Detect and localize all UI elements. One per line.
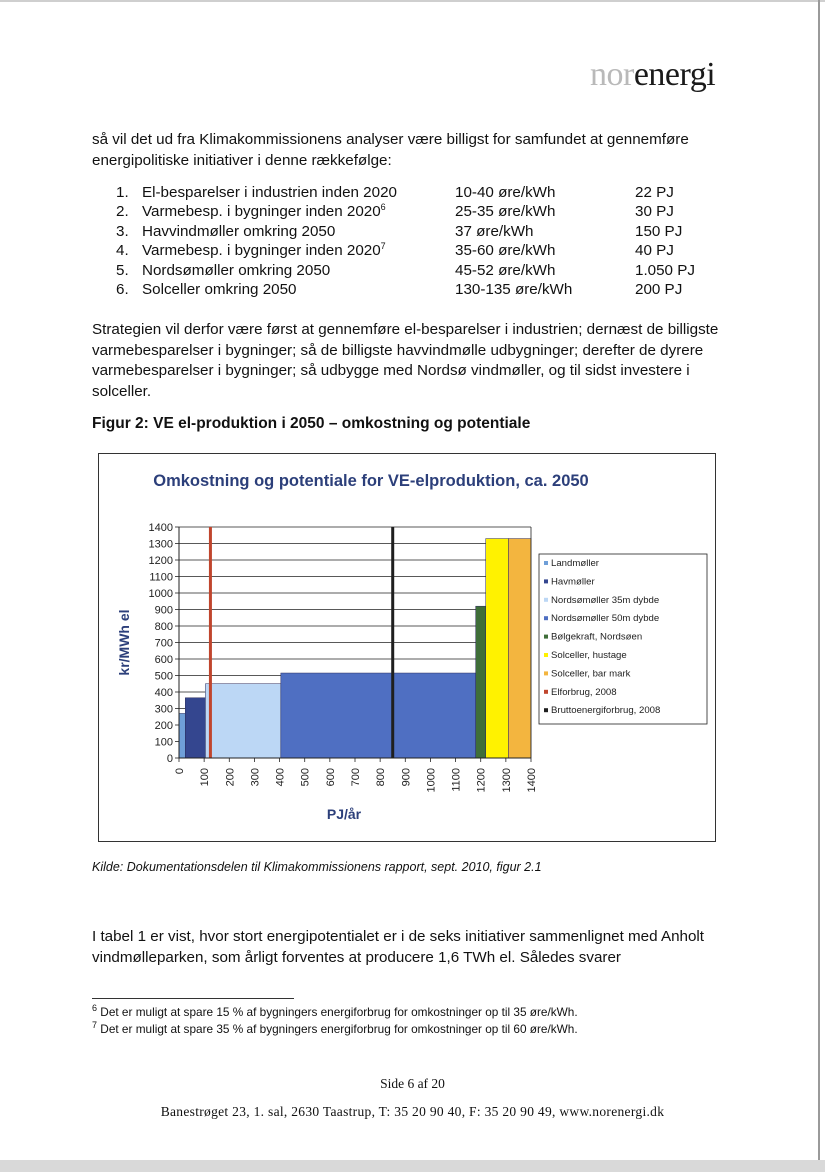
legend-item: Bølgekraft, Nordsøen [551,631,643,643]
bar-nordsømøller-35m-dybde [205,684,280,758]
y-tick-label: 600 [154,654,173,666]
footnote-6: $^6$ Det er muligt at spare 15 % af bygningers energiforbrug for omkostninger op til 35 øre/kWh. [92,1003,578,1019]
x-tick-label: 1200 [475,768,488,793]
page-footer: Banestrøget 23, 1. sal, 2630 Taastrup, T: 35 20 90 40, F: 35 20 90 49, www.norenergi.dk [160,1104,665,1119]
x-tick-label: 300 [249,768,262,787]
bar-bølgekraft-nordsøen [476,606,486,758]
chart-frame [98,453,716,842]
legend-swatch [544,579,548,583]
strategy-paragraph: Strategien vil derfor være først at gennemføre el-besparelser i industrien; dernæst de billigste varmebesparelser i bygninger; så de billigste havvindmølle udbygninger; derefter de dyrere varmebesparelser i bygninger; så udbygge med Nordsø vindmøller, og til sidst investere i solceller. [92,321,719,400]
legend-item: Havmøller [551,576,595,588]
bar-solceller-hustage [486,539,509,758]
y-tick-label: 1300 [148,538,173,551]
initiative-label: Varmebesp. i bygninger inden 2020$^7$ [142,241,386,260]
list-item: 6. Solceller omkring 2050 130-135 øre/kWh 200 PJ [116,280,683,298]
initiative-list [92,183,732,299]
legend-item: Landmøller [551,558,599,569]
y-axis-label: kr/MWh el [116,609,132,676]
figure-title: Figur 2: VE el-produktion i 2050 – omkostning og potentiale [92,415,531,432]
y-tick-label: 100 [154,736,173,749]
x-tick-label: 1000 [425,768,438,793]
right-edge [818,0,820,1172]
footnote-7: $^7$ Det er muligt at spare 35 % af bygningers energiforbrug for omkostninger op til 60 øre/kWh. [92,1020,578,1036]
x-tick-label: 500 [299,768,312,787]
footnote-divider [92,998,294,999]
legend-item: Bruttoenergiforbrug, 2008 [551,705,661,717]
initiative-label: Havvindmøller omkring 2050 [142,222,336,240]
initiative-label: Nordsømøller omkring 2050 [142,261,331,279]
list-item: 2. Varmebesp. i bygninger inden 2020$^6$ 25-35 øre/kWh 30 PJ [116,202,674,221]
legend-swatch [544,690,548,694]
x-tick-label: 1100 [450,768,463,792]
x-tick-label: 1300 [500,768,513,793]
legend-item: Solceller, hustage [551,650,627,661]
top-edge [0,0,825,2]
legend-swatch [544,653,548,657]
list-item: 5. Nordsømøller omkring 2050 45-52 øre/kWh 1.050 PJ [116,261,695,279]
chart-title: Omkostning og potentiale for VE-elproduktion, ca. 2050 [153,472,589,490]
list-item: 1. El-besparelser i industrien inden 2020 10-40 øre/kWh 22 PJ [116,184,674,201]
figure-source: Kilde: Dokumentationsdelen til Klimakommissionens rapport, sept. 2010, figur 2.1 [92,860,542,874]
x-tick-label: 200 [224,768,237,787]
x-tick-label: 100 [199,768,212,787]
x-tick-label: 0 [174,768,186,775]
supply-curve-chart [99,454,715,841]
legend-swatch [544,561,548,565]
legend-item: Nordsømøller 50m dybde [551,613,660,625]
bar-nordsømøller-50m-dybde [281,673,476,758]
x-axis-label: PJ/år [326,806,362,822]
y-tick-label: 700 [154,637,173,650]
y-tick-label: 800 [154,621,173,633]
x-tick-label: 600 [324,768,337,787]
y-tick-label: 200 [154,720,173,732]
initiative-label: El-besparelser i industrien inden 2020 [142,184,397,201]
y-tick-label: 500 [154,670,173,683]
bottom-edge [0,1160,825,1172]
y-tick-label: 1000 [148,588,173,600]
legend-swatch [544,616,548,620]
y-tick-label: 400 [154,687,173,699]
y-tick-label: 1400 [148,522,173,534]
x-tick-label: 400 [274,768,287,787]
norenergi-logo: norenergi [590,56,716,93]
bar-havmøller [185,698,205,758]
bar-solceller-bar-mark [508,539,531,758]
list-item: 4. Varmebesp. i bygninger inden 2020$^7$ 35-60 øre/kWh 40 PJ [116,241,674,260]
legend-swatch [544,671,548,675]
y-tick-label: 900 [154,604,173,617]
legend-swatch [544,708,548,712]
y-tick-label: 1200 [148,555,173,567]
x-tick-label: 700 [350,768,362,787]
y-tick-label: 1100 [149,571,173,584]
legend-item: Nordsømøller 35m dybde [551,594,660,606]
intro-paragraph: så vil det ud fra Klimakommissionens analyser være billigst for samfundet at gennemføre energipolitiske initiativer i denne rækkefølge: [92,131,689,169]
initiative-label: Solceller omkring 2050 [142,280,297,298]
y-tick-label: 300 [154,703,173,716]
legend-swatch [544,598,548,602]
list-item: 3. Havvindmøller omkring 2050 37 øre/kWh 150 PJ [116,222,683,240]
bar-landmøller [179,713,185,758]
x-tick-label: 800 [375,768,388,787]
initiative-label: Varmebesp. i bygninger inden 2020$^6$ [142,202,386,221]
y-tick-label: 0 [166,753,173,765]
legend-item: Solceller, bar mark [551,668,631,680]
legend-swatch [544,635,548,639]
x-tick-label: 1400 [526,768,538,793]
x-tick-label: 900 [400,768,413,787]
legend-item: Elforbrug, 2008 [551,686,617,698]
page-number: Side 6 af 20 [380,1076,445,1091]
closing-paragraph: I tabel 1 er vist, hvor stort energipotentialet er i de seks initiativer sammenlignet med Anholt vindmølleparken, som årligt forventes at producere 1,6 TWh el. Således svarer [92,928,705,966]
